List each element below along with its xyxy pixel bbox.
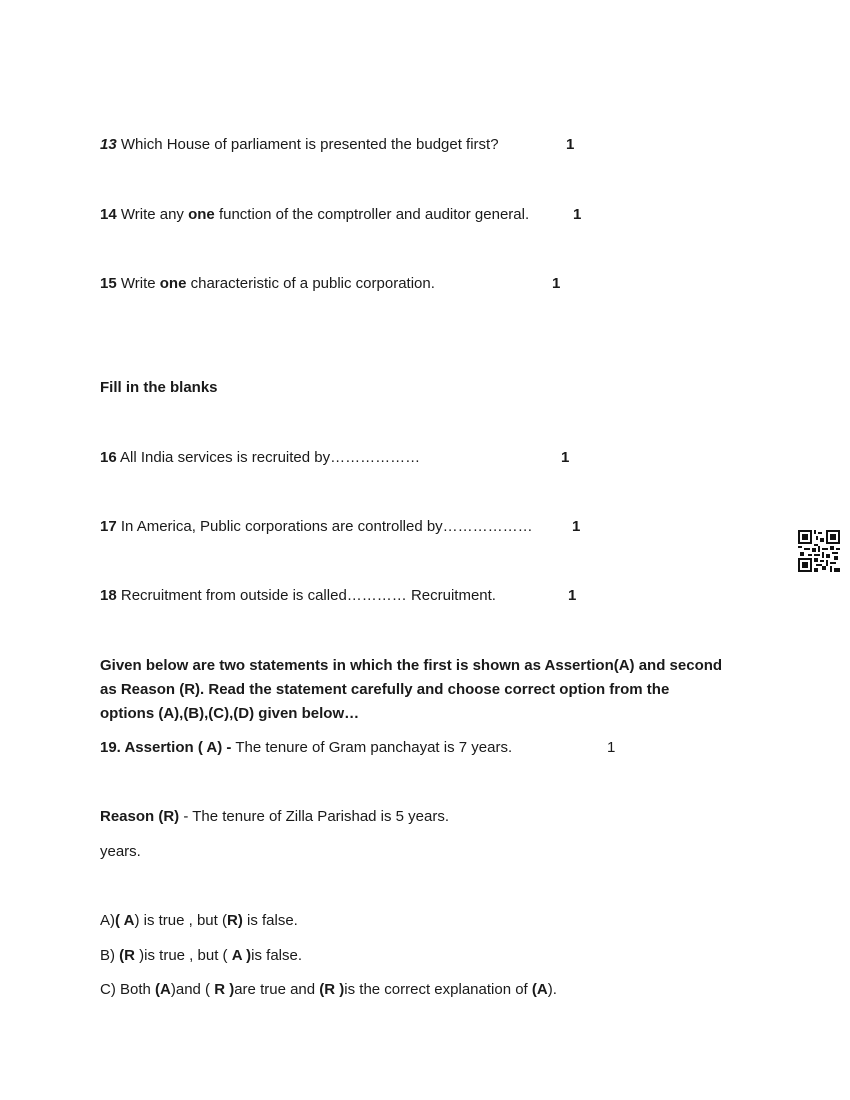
reason-label: Reason (R) (100, 808, 180, 825)
qr-code-icon (798, 530, 840, 572)
option-text: C) Both (100, 981, 156, 998)
question-text-post: function of the comptroller and auditor general. (214, 206, 530, 223)
marks: 1 (607, 739, 616, 756)
option-text: A) (100, 912, 115, 929)
option-text: ) is true , but ( (134, 912, 227, 929)
stray-text: years. (100, 843, 141, 860)
question-17 (100, 517, 533, 537)
marks: 1 (573, 206, 582, 223)
question-13 (100, 135, 499, 155)
option-text: B) (100, 947, 120, 964)
question-text: Which House of parliament is presented the budget first? (120, 136, 499, 153)
option-bold: R) (226, 912, 243, 929)
option-text: is the correct explanation of (344, 981, 532, 998)
instructions-line: options (A),(B),(C),(D) given below… (100, 705, 360, 722)
question-text-post: characteristic of a public corporation. (186, 275, 435, 292)
marks: 1 (566, 136, 575, 153)
option-bold: (R (119, 947, 140, 964)
instructions-line: as Reason (R). Read the statement carefully and choose correct option from the (100, 681, 670, 698)
question-number: 14 (100, 206, 117, 223)
option-bold: ( A (115, 912, 135, 929)
option-text: )and ( (170, 981, 215, 998)
option-bold: (R ) (319, 981, 345, 998)
question-text: Recruitment from outside is called………… Recruitment. (120, 587, 496, 604)
question-text: In America, Public corporations are controlled by……………… (120, 518, 533, 535)
question-number: 17 (100, 518, 117, 535)
question-number: 15 (100, 275, 117, 292)
question-18 (100, 586, 496, 606)
option-b (100, 946, 302, 966)
marks: 1 (572, 518, 581, 535)
question-number: 16 (100, 449, 117, 466)
reason-text: - The tenure of Zilla Parishad is 5 years. (179, 808, 450, 825)
question-emphasis: one (159, 275, 187, 292)
question-text-pre: Write any (120, 206, 189, 223)
option-c (100, 980, 557, 1000)
instructions (100, 654, 760, 726)
option-text: is false. (242, 912, 298, 929)
option-bold: (A (155, 981, 171, 998)
question-number: 18 (100, 587, 117, 604)
question-15 (100, 274, 435, 294)
question-text: All India services is recruited by……………… (120, 449, 421, 466)
assertion-text: The tenure of Gram panchayat is 7 years. (231, 739, 513, 756)
question-text-pre: Write (120, 275, 160, 292)
option-text: )is true , but ( (139, 947, 232, 964)
option-text: is false. (251, 947, 303, 964)
option-bold: R ) (214, 981, 235, 998)
option-bold: (A (531, 981, 548, 998)
marks: 1 (561, 449, 570, 466)
question-number: 13 (100, 136, 117, 153)
option-a (100, 911, 298, 931)
option-bold: A ) (231, 947, 252, 964)
marks: 1 (552, 275, 561, 292)
question-14 (100, 205, 529, 225)
section-heading: Fill in the blanks (100, 379, 218, 396)
instructions-line: Given below are two statements in which the first is shown as Assertion(A) and second (100, 657, 723, 674)
question-emphasis: one (188, 206, 215, 223)
option-text: ). (547, 981, 557, 998)
assertion-label: 19. Assertion ( A) - (100, 739, 232, 756)
question-19-reason (100, 807, 449, 827)
question-16 (100, 448, 420, 468)
question-19-assertion (100, 738, 512, 758)
marks: 1 (568, 587, 577, 604)
option-text: are true and (234, 981, 320, 998)
